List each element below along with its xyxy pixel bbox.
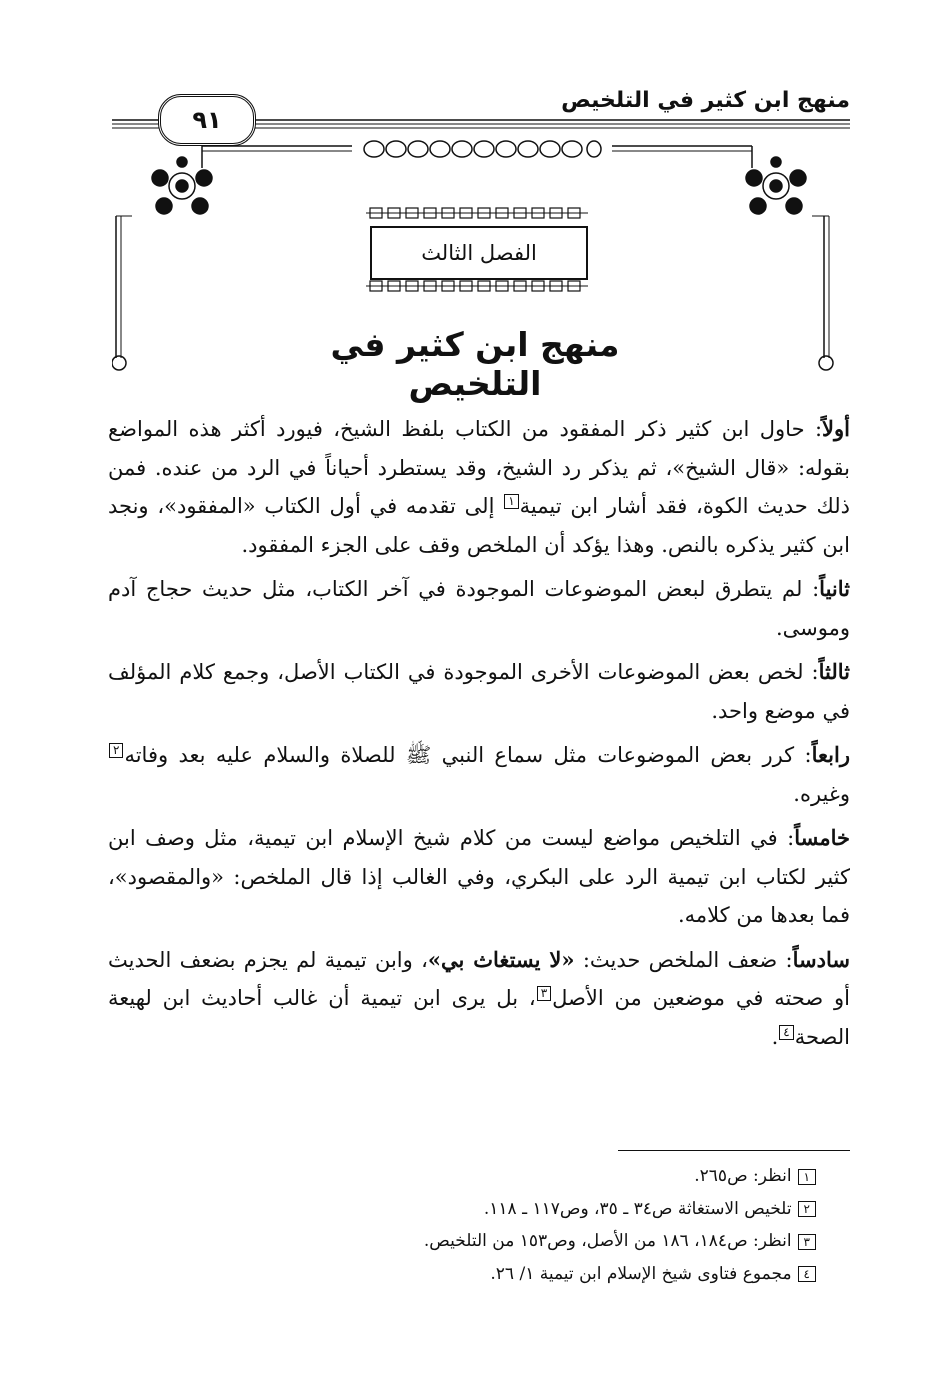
footnote-text: انظر: ص١٨٤، ١٨٦ من الأصل، وص١٥٣ من التلخيص. [423, 1231, 792, 1251]
paragraph-first [108, 410, 850, 564]
paragraph-lead: ثالثاً [818, 659, 850, 684]
left-flower-ornament [152, 157, 212, 214]
paragraph-fifth [108, 819, 850, 935]
page-number-text: ٩١ [192, 106, 222, 134]
footnote-ref: ٣ [537, 986, 551, 1001]
body-text [108, 410, 850, 1062]
footnote-number: ٣ [798, 1234, 816, 1250]
footnote-divider [618, 1150, 850, 1151]
paragraph-lead: رابعاً [811, 742, 850, 767]
footnote-number: ٤ [798, 1266, 816, 1282]
paragraph-text: إلى تقدمه في أول الكتاب «المفقود»، ونجد ابن كثير يذكره بالنص. وهذا يؤكد أن الملخص وقف على الجزء المفقود. [108, 494, 850, 557]
top-chain-ornament [364, 141, 601, 157]
paragraph-text: . [771, 1024, 779, 1049]
paragraph-text: : ضعف الملخص حديث: [574, 947, 793, 972]
paragraph-lead: أولاً [822, 416, 850, 441]
footnotes [108, 1160, 816, 1290]
hadith-quote: «لا يستغاث بي» [427, 946, 575, 972]
footnote-text: انظر: ص٢٦٥. [694, 1166, 792, 1186]
paragraph-text: وغيره. [793, 781, 850, 806]
paragraph-lead: خامساً [794, 825, 850, 850]
footnote-number: ٢ [798, 1201, 816, 1217]
chain-ornament-bottom [366, 280, 588, 292]
footnote-ref: ٢ [109, 743, 123, 758]
paragraph-fourth [108, 736, 850, 813]
paragraph-lead: سادساً [792, 946, 850, 972]
chapter-title: منهج ابن كثير في التلخيص [330, 325, 620, 403]
chain-ornament-top [366, 207, 588, 219]
footnote-number: ١ [798, 1169, 816, 1185]
paragraph-sixth [108, 941, 850, 1057]
paragraph-third [108, 653, 850, 730]
chapter-label-box [370, 226, 588, 280]
footnote-item [108, 1225, 816, 1258]
footnote-ref: ٤ [779, 1025, 793, 1040]
paragraph-text: : لخص بعض الموضوعات الأخرى الموجودة في الكتاب الأصل، وجمع كلام المؤلف في موضع واحد. [108, 660, 850, 723]
footnote-item [108, 1193, 816, 1226]
paragraph-text: : في التلخيص مواضع ليست من كلام شيخ الإسلام ابن تيمية، مثل وصف ابن كثير لكتاب ابن تيمية الرد على البكري، وفي الغالب إذا قال الملخص: «والمقصود»، فما بعدها من كلامه. [108, 826, 850, 927]
paragraph-text: ، وابن تيمية لم يجزم بضعف الحديث أو صحته في موضعين من الأصل [108, 947, 850, 1010]
right-flower-ornament [746, 157, 806, 214]
footnote-item [108, 1160, 816, 1193]
paragraph-text: : حاول ابن كثير ذكر المفقود من الكتاب بلفظ الشيخ، فيورد أكثر هذه المواضع بقوله: «قال الشيخ»، ثم يذكر رد الشيخ، وقد يستطرد أحياناً في الرد من عنده. فمن ذلك حديث الكوة، فقد أشار ابن تيمية [108, 417, 851, 518]
running-title: منهج ابن كثير في التلخيص [561, 88, 850, 113]
chapter-label: الفصل الثالث [421, 241, 537, 265]
footnote-text: تلخيص الاستغاثة ص٣٤ ـ ٣٥، وص١١٧ ـ ١١٨. [483, 1198, 792, 1219]
paragraph-text: : كرر بعض الموضوعات مثل سماع النبي ﷺ للصلاة والسلام عليه بعد وفاته [124, 743, 812, 767]
paragraph-text: ، بل يرى ابن تيمية أن غالب أحاديث ابن لهيعة الصحة [108, 986, 850, 1049]
footnote-ref: ١ [504, 494, 518, 509]
paragraph-second [108, 570, 850, 647]
paragraph-lead: ثانياً [819, 576, 850, 601]
paragraph-text: : لم يتطرق لبعض الموضوعات الموجودة في آخر الكتاب، مثل حديث حجاج آدم وموسى. [108, 577, 850, 640]
footnote-item [108, 1258, 816, 1291]
footnote-text: مجموع فتاوى شيخ الإسلام ابن تيمية ١/ ٢٦. [490, 1263, 792, 1284]
